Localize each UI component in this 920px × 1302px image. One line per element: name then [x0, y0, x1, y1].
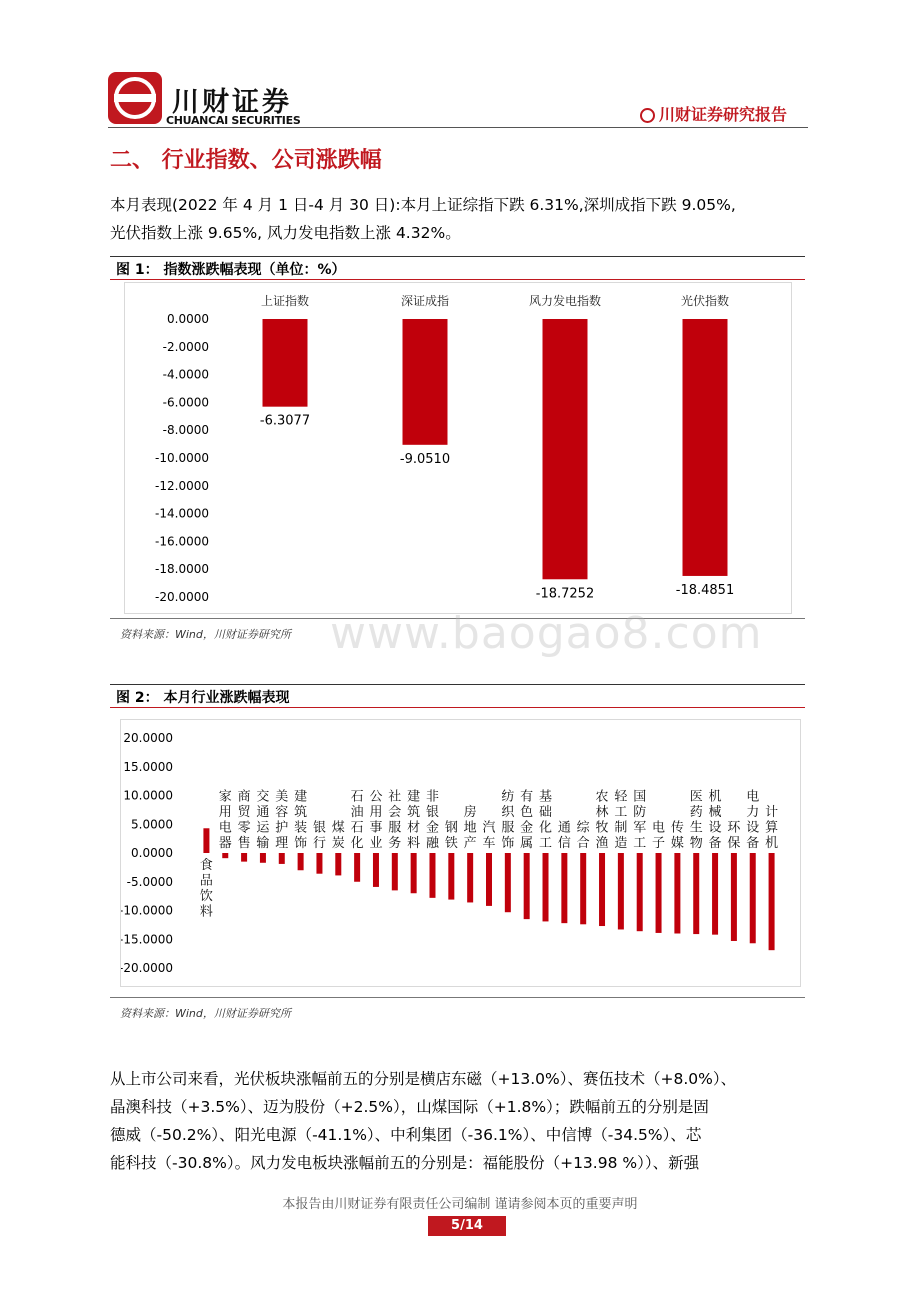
figure2-category-label: 钢铁 [444, 820, 458, 851]
figure2-category-label: 电子 [652, 820, 666, 851]
figure2-y-tick-label: 15.0000 [123, 759, 173, 774]
figure2-category-label: 传媒 [670, 820, 684, 851]
figure2-bar [674, 853, 680, 934]
figure2-category-label: 计算机 [765, 805, 779, 851]
footer-note: 本报告由川财证券有限责任公司编制 谨请参阅本页的重要声明 [282, 1197, 638, 1212]
figure2-category-label: 有色金属 [520, 789, 534, 851]
figure1-y-tick-label: -10.0000 [155, 451, 209, 465]
figure2-bar [505, 853, 511, 912]
figure1-value-label: -9.0510 [399, 451, 451, 467]
figure2-category-label: 建筑装饰 [294, 789, 308, 851]
figure1-y-tick-label: -4.0000 [162, 367, 209, 382]
figure2-label: 图 2： 本月行业涨跌幅表现 [116, 690, 290, 706]
figure2-y-tick-label: 0.0000 [131, 846, 173, 860]
figure2-bar [467, 853, 473, 902]
figure2-bar [411, 853, 417, 893]
figure2-y-tick-label: 20.0000 [123, 731, 173, 745]
figure2-category-label: 煤炭 [331, 820, 345, 851]
company-logo [108, 72, 162, 124]
figure2-bar [448, 853, 454, 900]
header-divider [108, 127, 808, 128]
figure2-bar [618, 853, 624, 929]
figure1-y-tick-label: 0.0000 [167, 312, 209, 326]
figure2-bar [731, 853, 737, 941]
figure2-category-label: 机械设备 [708, 789, 722, 851]
figure1-category-label: 上证指数 [260, 294, 310, 308]
intro-line-2: 光伏指数上涨 9.65%, 风力发电指数上涨 4.32%。 [110, 224, 461, 242]
figure2-bar [750, 853, 756, 943]
figure2-bar [599, 853, 605, 926]
figure1-category-label: 光伏指数 [680, 294, 730, 308]
figure2-bar [543, 853, 549, 921]
figure2-bar [712, 853, 718, 935]
figure2-bar [203, 828, 209, 853]
figure2-y-tick-label: 10.0000 [123, 788, 173, 803]
figure2-category-label: 农林牧渔 [595, 789, 609, 851]
figure2-source: 资料来源：Wind，川财证券研究所 [120, 1007, 291, 1020]
body-line-4: 能科技（-30.8%）。风力发电板块涨幅前五的分别是：福能股份（+13.98 %））、新强 [110, 1154, 700, 1172]
figure1-y-tick-label: -8.0000 [162, 423, 209, 438]
body-line-3: 德威（-50.2%）、阳光电源（-41.1%）、中利集团（-36.1%）、中信博（-34.5%）、芯 [110, 1126, 702, 1144]
figure2-bar [429, 853, 435, 898]
figure2-category-label: 石油石化 [350, 789, 364, 851]
body-line-1: 从上市公司来看，光伏板块涨幅前五的分别是横店东磁（+13.0%）、赛伍技术（+8.0%）、 [110, 1070, 737, 1088]
figure2-y-tick-label: -10.0000 [121, 903, 173, 918]
figure2-category-label: 基础化工 [539, 789, 553, 851]
figure2-bar [580, 853, 586, 924]
figure2-bar [561, 853, 567, 923]
figure1-label: 图 1： 指数涨跌幅表现（单位：%） [116, 262, 346, 278]
figure1-bar [683, 319, 728, 576]
figure2-y-tick-label: -15.0000 [121, 932, 173, 947]
figure1-chart [125, 283, 791, 613]
figure2-bar [279, 853, 285, 864]
figure2-category-label: 电力设备 [746, 789, 760, 851]
figure2-bar [486, 853, 492, 906]
figure2-bar [524, 853, 530, 919]
figure1-category-label: 深证成指 [400, 294, 450, 308]
figure2-bar [298, 853, 304, 870]
figure2-category-label: 环保 [727, 820, 741, 851]
figure2-category-label: 建筑材料 [407, 789, 421, 851]
figure1-value-label: -18.4851 [675, 582, 735, 598]
intro-line-1: 本月表现(2022 年 4 月 1 日-4 月 30 日):本月上证综指下跌 6.31%,深圳成指下跌 9.05%, [110, 196, 736, 214]
figure1-chart-frame [124, 282, 792, 614]
figure2-category-label: 房地产 [463, 805, 477, 851]
figure1-y-tick-label: -6.0000 [162, 395, 209, 410]
figure1-bar [543, 319, 588, 579]
figure1-y-tick-label: -2.0000 [162, 339, 209, 354]
figure2-category-label: 综合 [576, 820, 590, 851]
figure2-category-label: 银行 [312, 820, 326, 851]
figure2-bar [260, 853, 266, 863]
figure2-category-label: 纺织服饰 [501, 789, 515, 851]
figure2-bar [335, 853, 341, 875]
section-title: 二、 行业指数、公司涨跌幅 [110, 148, 382, 173]
figure1-source: 资料来源：Wind，川财证券研究所 [120, 628, 291, 641]
figure2-y-tick-label: -5.0000 [126, 874, 173, 889]
figure2-category-label: 家用电器 [218, 789, 232, 851]
watermark: www.baogao8.com [330, 608, 763, 659]
figure2-bar [222, 853, 228, 858]
figure2-bar [354, 853, 360, 882]
figure2-category-label: 公用事业 [369, 789, 383, 851]
figure2-y-tick-label: 5.0000 [131, 817, 173, 832]
report-tag [640, 102, 787, 125]
figure2-category-label: 医药生物 [689, 789, 703, 851]
figure2-bar [241, 853, 247, 862]
figure2-category-label: 交通运输 [256, 789, 270, 851]
figure1-category-label: 风力发电指数 [528, 294, 602, 308]
logo-chinese-name: 川财证券 [172, 87, 292, 118]
figure1-value-label: -6.3077 [259, 413, 311, 429]
figure1-y-tick-label: -12.0000 [155, 478, 209, 493]
page-number: 5/14 [428, 1216, 506, 1236]
figure2-bar [637, 853, 643, 931]
logo-english-name: CHUANCAI SECURITIES [166, 114, 301, 127]
figure1-bar [263, 319, 308, 407]
report-tag-icon [640, 108, 655, 123]
figure2-bar [392, 853, 398, 890]
figure2-category-label: 社会服务 [388, 789, 402, 851]
figure2-category-label: 通信 [557, 820, 571, 851]
figure1-bar [403, 319, 448, 445]
figure2-bar [316, 853, 322, 874]
figure2-category-label: 商贸零售 [237, 789, 251, 851]
figure2-chart-frame [120, 719, 801, 987]
figure2-category-label: 国防军工 [633, 789, 647, 851]
figure1-y-tick-label: -20.0000 [155, 590, 209, 604]
figure2-bar [656, 853, 662, 933]
figure2-category-label: 轻工制造 [614, 789, 628, 851]
figure2-y-tick-label: -20.0000 [121, 961, 173, 975]
figure2-bar [373, 853, 379, 887]
report-tag-text: 川财证券研究报告 [659, 105, 788, 124]
logo-emblem-icon [108, 72, 162, 124]
figure2-category-label: 非银金融 [425, 789, 439, 851]
figure1-y-tick-label: -16.0000 [155, 534, 209, 549]
figure1-y-tick-label: -18.0000 [155, 562, 209, 577]
figure2-bar [769, 853, 775, 950]
figure2-category-label: 汽车 [482, 820, 496, 851]
figure2-category-label: 美容护理 [275, 789, 289, 851]
figure2-bar [693, 853, 699, 934]
body-line-2: 晶澳科技（+3.5%）、迈为股份（+2.5%），山煤国际（+1.8%）；跌幅前五的分别是固 [110, 1098, 709, 1116]
figure2-chart [121, 720, 800, 986]
figure2-source-divider [110, 997, 805, 998]
figure1-value-label: -18.7252 [535, 586, 595, 602]
figure1-y-tick-label: -14.0000 [155, 506, 209, 521]
figure2-category-label: 食品饮料 [199, 858, 213, 920]
